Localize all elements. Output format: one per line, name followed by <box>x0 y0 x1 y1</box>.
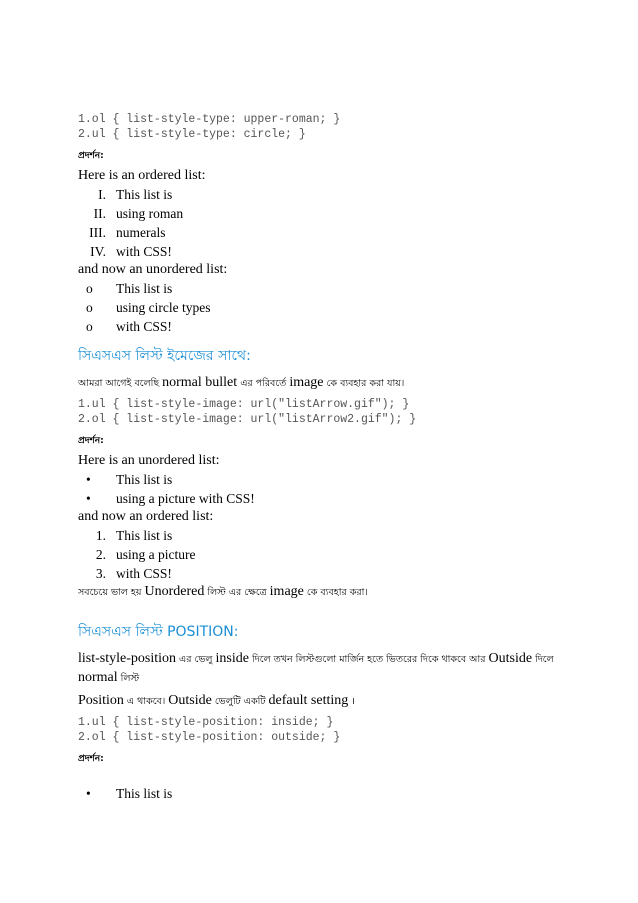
list-item <box>78 317 578 336</box>
text-run: Unordered <box>144 584 205 599</box>
list-item-text: using a picture <box>116 547 196 562</box>
text-run: লিস্ট এর ক্ষেত্রে <box>204 587 270 598</box>
list-item-text: This list is <box>116 472 173 487</box>
code-line: 2.ol { list-style-position: outside; } <box>78 731 341 744</box>
text-run: list-style-position <box>78 651 176 666</box>
text-run: এর পরিবর্তে <box>237 378 290 389</box>
numbered-list <box>78 526 578 583</box>
paragraph: and now an ordered list: <box>78 509 214 524</box>
list-item <box>78 204 578 223</box>
text-run: Position <box>78 693 124 708</box>
list-item-text: This list is <box>116 528 173 543</box>
page-content <box>78 112 578 803</box>
text-run: Outside <box>168 693 212 708</box>
text-run: normal bullet <box>162 375 238 390</box>
list-item <box>78 298 578 317</box>
list-item <box>78 526 578 545</box>
code-line: 1.ul { list-style-position: inside; } <box>78 716 334 729</box>
demo-label: প্রদর্শন: <box>78 436 104 446</box>
text-run: এ থাকবে। <box>123 696 169 707</box>
text-run: সবচেয়ে ভাল হয় <box>78 587 145 598</box>
list-item <box>78 489 578 508</box>
circle-bullet-icon: o <box>86 319 93 334</box>
bullet-icon: • <box>86 786 91 801</box>
list-item-text: This list is <box>116 281 173 296</box>
list-item-text: using a picture with CSS! <box>116 491 255 506</box>
text-run: দিলে তখন লিস্টগুলো মার্জিন হতে ভিতরের দিকে থাকবে আর <box>248 654 489 665</box>
text-run: ভেলুটি একটি <box>211 696 269 707</box>
text-run: কে ব্যবহার করা। <box>303 587 368 598</box>
code-line: 2.ul { list-style-type: circle; } <box>78 128 306 141</box>
circle-bullet-icon: o <box>86 300 93 315</box>
list-item-text: numerals <box>116 225 166 240</box>
list-item <box>78 223 578 242</box>
list-marker: 3. <box>95 566 106 581</box>
bullet-icon: • <box>86 491 91 506</box>
paragraph <box>78 692 578 711</box>
list-item-text: with CSS! <box>116 566 172 581</box>
list-marker: 2. <box>95 547 106 562</box>
list-item <box>78 784 578 803</box>
list-marker: I. <box>98 187 106 202</box>
list-item-text: with CSS! <box>116 319 172 334</box>
bullet-list <box>78 470 578 508</box>
list-item <box>78 564 578 583</box>
demo-label: প্রদর্শন: <box>78 151 104 161</box>
paragraph: and now an unordered list: <box>78 262 228 277</box>
text-run: Outside <box>488 651 533 666</box>
list-item <box>78 185 578 204</box>
section-heading: সিএসএস লিস্ট ইমেজের সাথে: <box>78 348 251 364</box>
code-line: 1.ul { list-style-image: url("listArrow.gif"); } <box>78 398 410 411</box>
text-run: কে ব্যবহার করা যায়। <box>323 378 405 389</box>
circle-bullet-icon: o <box>86 281 93 296</box>
paragraph <box>78 650 578 688</box>
roman-list <box>78 185 578 261</box>
list-item-text: with CSS! <box>116 244 172 259</box>
text-run: দিলে <box>532 654 554 665</box>
text-run: image <box>269 584 304 599</box>
bullet-list <box>78 784 578 803</box>
text-run: । <box>348 696 355 707</box>
circle-list <box>78 279 578 336</box>
list-marker: IV. <box>90 244 106 259</box>
paragraph <box>78 583 578 602</box>
code-line: 1.ol { list-style-type: upper-roman; } <box>78 113 341 126</box>
list-item <box>78 545 578 564</box>
paragraph: Here is an ordered list: <box>78 168 206 183</box>
paragraph: Here is an unordered list: <box>78 453 220 468</box>
list-item <box>78 470 578 489</box>
list-item <box>78 242 578 261</box>
demo-label: প্রদর্শন: <box>78 754 104 764</box>
text-run: আমরা আগেই বলেছি <box>78 378 163 389</box>
text-run: default setting <box>268 693 349 708</box>
list-item-text: using roman <box>116 206 184 221</box>
list-marker: III. <box>89 225 106 240</box>
section-heading: সিএসএস লিস্ট POSITION: <box>78 624 239 640</box>
text-run: inside <box>215 651 249 666</box>
code-line: 2.ol { list-style-image: url("listArrow2.gif"); } <box>78 413 417 426</box>
list-marker: II. <box>93 206 106 221</box>
list-item-text: using circle types <box>116 300 211 315</box>
bullet-icon: • <box>86 472 91 487</box>
text-run: লিস্ট <box>117 673 140 684</box>
text-run: এর ভেলু <box>176 654 216 665</box>
list-marker: 1. <box>95 528 106 543</box>
list-item-text: This list is <box>116 786 173 801</box>
list-item-text: This list is <box>116 187 173 202</box>
paragraph <box>78 374 578 393</box>
list-item <box>78 279 578 298</box>
text-run: normal <box>78 670 118 685</box>
text-run: image <box>289 375 324 390</box>
